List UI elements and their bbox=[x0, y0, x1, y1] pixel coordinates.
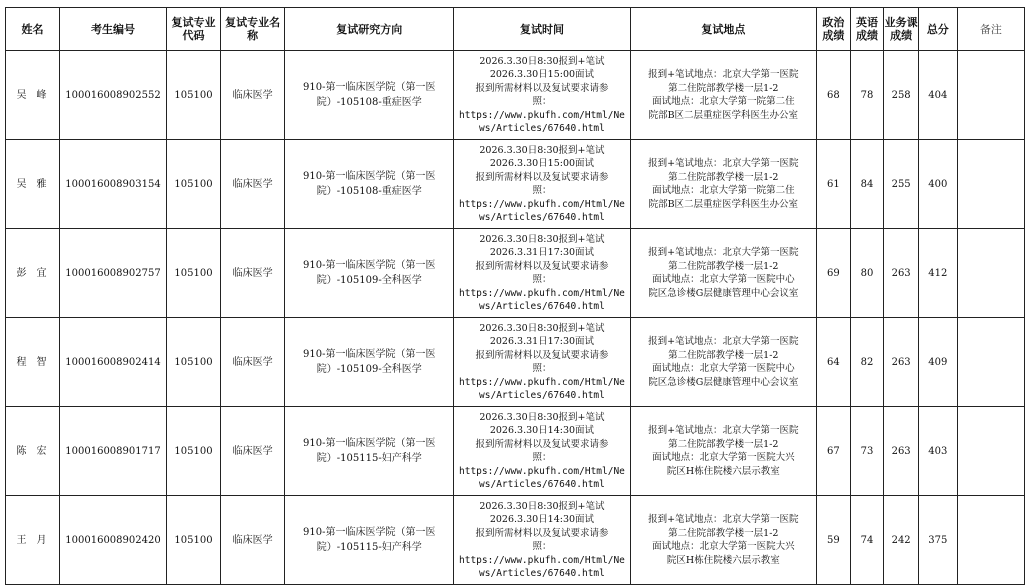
table-row bbox=[6, 229, 1025, 318]
retest-time-line: 2026.3.30日14:30面试 bbox=[489, 425, 595, 436]
course-score: 258 bbox=[884, 51, 919, 140]
retest-time-line: 报到所需材料以及复试要求请参 bbox=[475, 349, 609, 361]
course-score: 263 bbox=[884, 229, 919, 318]
header-major-name: 复试专业名称 bbox=[220, 8, 284, 51]
retest-time bbox=[454, 407, 630, 496]
retest-time-line: https://www.pkufh.com/Html/Ne bbox=[459, 198, 625, 210]
header-candidate-id: 考生编号 bbox=[60, 8, 167, 51]
retest-time bbox=[454, 229, 630, 318]
retest-time-line: ws/Articles/67640.html bbox=[479, 123, 605, 134]
retest-time-line: 2026.3.30日8:30报到+笔试 bbox=[479, 233, 605, 245]
candidate-id: 100016008902757 bbox=[60, 229, 167, 318]
retest-place-line: 院区急诊楼G层健康管理中心会议室 bbox=[648, 287, 799, 299]
english-score: 84 bbox=[850, 140, 884, 229]
table-row bbox=[6, 140, 1025, 229]
candidate-id: 100016008902414 bbox=[60, 318, 167, 407]
course-score: 242 bbox=[884, 496, 919, 585]
total-score: 403 bbox=[918, 407, 957, 496]
retest-time-line: 报到所需材料以及复试要求请参 bbox=[475, 171, 609, 183]
research-direction: 910-第一临床医学院（第一医院）-105108-重症医学 bbox=[285, 140, 454, 229]
research-direction: 910-第一临床医学院（第一医院）-105109-全科医学 bbox=[285, 229, 454, 318]
retest-time-line: 2026.3.31日17:30面试 bbox=[489, 336, 595, 347]
table-row bbox=[6, 51, 1025, 140]
english-score: 82 bbox=[850, 318, 884, 407]
english-score: 80 bbox=[850, 229, 884, 318]
retest-place-line: 报到+笔试地点：北京大学第一医院 bbox=[648, 158, 799, 169]
retest-time-line: https://www.pkufh.com/Html/Ne bbox=[459, 376, 625, 388]
retest-place bbox=[630, 51, 816, 140]
retest-time-line: ws/Articles/67640.html bbox=[479, 479, 605, 490]
politics-score: 61 bbox=[817, 140, 851, 229]
header-row bbox=[6, 8, 1025, 51]
english-score: 73 bbox=[850, 407, 884, 496]
english-score: 78 bbox=[850, 51, 884, 140]
retest-time-line: 2026.3.30日8:30报到+笔试 bbox=[479, 500, 605, 512]
retest-time-line: 照： bbox=[532, 96, 552, 107]
retest-place-line: 院区H栋住院楼六层示教室 bbox=[666, 554, 780, 566]
retest-time bbox=[454, 140, 630, 229]
major-name: 临床医学 bbox=[220, 318, 284, 407]
retest-time bbox=[454, 496, 630, 585]
retest-schedule-table bbox=[5, 7, 1025, 585]
header-note: 备注 bbox=[957, 8, 1024, 51]
politics-score: 67 bbox=[817, 407, 851, 496]
retest-place-line: 面试地点：北京大学第一院第二住 bbox=[652, 96, 795, 107]
header-english-score: 英语成绩 bbox=[850, 8, 884, 51]
retest-place-line: 第二住院部教学楼一层1-2 bbox=[668, 171, 779, 183]
major-code: 105100 bbox=[166, 51, 220, 140]
candidate-id: 100016008902552 bbox=[60, 51, 167, 140]
retest-place-line: 第二住院部教学楼一层1-2 bbox=[668, 349, 779, 361]
header-major-code: 复试专业代码 bbox=[166, 8, 220, 51]
total-score: 375 bbox=[918, 496, 957, 585]
header-research-direction: 复试研究方向 bbox=[285, 8, 454, 51]
retest-place-line: 院区急诊楼G层健康管理中心会议室 bbox=[648, 376, 799, 388]
major-name: 临床医学 bbox=[220, 496, 284, 585]
research-direction: 910-第一临床医学院（第一医院）-105109-全科医学 bbox=[285, 318, 454, 407]
major-name: 临床医学 bbox=[220, 140, 284, 229]
major-name: 临床医学 bbox=[220, 229, 284, 318]
major-code: 105100 bbox=[166, 407, 220, 496]
retest-time-line: https://www.pkufh.com/Html/Ne bbox=[459, 554, 625, 566]
major-name: 临床医学 bbox=[220, 51, 284, 140]
note-cell bbox=[957, 407, 1024, 496]
total-score: 409 bbox=[918, 318, 957, 407]
table-row bbox=[6, 407, 1025, 496]
retest-time-line: ws/Articles/67640.html bbox=[479, 568, 605, 579]
retest-place-line: 报到+笔试地点：北京大学第一医院 bbox=[648, 69, 799, 80]
retest-time bbox=[454, 51, 630, 140]
retest-place-line: 面试地点：北京大学第一医院大兴 bbox=[652, 452, 795, 463]
retest-time-line: 报到所需材料以及复试要求请参 bbox=[475, 527, 609, 539]
politics-score: 64 bbox=[817, 318, 851, 407]
retest-place-line: 报到+笔试地点：北京大学第一医院 bbox=[648, 514, 799, 525]
retest-place bbox=[630, 407, 816, 496]
retest-time-line: 报到所需材料以及复试要求请参 bbox=[475, 260, 609, 272]
retest-place-line: 面试地点：北京大学第一医院中心 bbox=[652, 274, 795, 285]
retest-time-line: 照： bbox=[532, 185, 552, 196]
header-retest-place: 复试地点 bbox=[630, 8, 816, 51]
retest-place-line: 第二住院部教学楼一层1-2 bbox=[668, 82, 779, 94]
candidate-id: 100016008901717 bbox=[60, 407, 167, 496]
retest-place bbox=[630, 140, 816, 229]
course-score: 263 bbox=[884, 407, 919, 496]
major-name: 临床医学 bbox=[220, 407, 284, 496]
candidate-id: 100016008903154 bbox=[60, 140, 167, 229]
course-score: 255 bbox=[884, 140, 919, 229]
retest-place-line: 报到+笔试地点：北京大学第一医院 bbox=[648, 247, 799, 258]
retest-time-line: https://www.pkufh.com/Html/Ne bbox=[459, 465, 625, 477]
retest-place bbox=[630, 496, 816, 585]
header-retest-time: 复试时间 bbox=[454, 8, 630, 51]
retest-time-line: 照： bbox=[532, 363, 552, 374]
retest-place-line: 第二住院部教学楼一层1-2 bbox=[668, 527, 779, 539]
retest-time-line: 2026.3.30日15:00面试 bbox=[489, 158, 595, 169]
table-row bbox=[6, 318, 1025, 407]
retest-time-line: ws/Articles/67640.html bbox=[479, 390, 605, 401]
total-score: 400 bbox=[918, 140, 957, 229]
total-score: 404 bbox=[918, 51, 957, 140]
table-row bbox=[6, 496, 1025, 585]
retest-time-line: ws/Articles/67640.html bbox=[479, 301, 605, 312]
retest-place-line: 面试地点：北京大学第一院第二住 bbox=[652, 185, 795, 196]
candidate-id: 100016008902420 bbox=[60, 496, 167, 585]
note-cell bbox=[957, 229, 1024, 318]
note-cell bbox=[957, 140, 1024, 229]
candidate-name: 王月 bbox=[6, 496, 60, 585]
major-code: 105100 bbox=[166, 496, 220, 585]
retest-time bbox=[454, 318, 630, 407]
retest-time-line: 照： bbox=[532, 452, 552, 463]
retest-place-line: 面试地点：北京大学第一医院大兴 bbox=[652, 541, 795, 552]
candidate-name: 彭宜 bbox=[6, 229, 60, 318]
retest-time-line: https://www.pkufh.com/Html/Ne bbox=[459, 109, 625, 121]
candidate-name: 吴峰 bbox=[6, 51, 60, 140]
retest-time-line: 2026.3.30日8:30报到+笔试 bbox=[479, 411, 605, 423]
candidate-name: 程智 bbox=[6, 318, 60, 407]
table-body bbox=[6, 51, 1025, 585]
note-cell bbox=[957, 51, 1024, 140]
retest-time-line: 2026.3.30日15:00面试 bbox=[489, 69, 595, 80]
candidate-name: 陈宏 bbox=[6, 407, 60, 496]
note-cell bbox=[957, 496, 1024, 585]
research-direction: 910-第一临床医学院（第一医院）-105108-重症医学 bbox=[285, 51, 454, 140]
header-total-score: 总分 bbox=[918, 8, 957, 51]
note-cell bbox=[957, 318, 1024, 407]
research-direction: 910-第一临床医学院（第一医院）-105115-妇产科学 bbox=[285, 496, 454, 585]
header-politics-score: 政治成绩 bbox=[817, 8, 851, 51]
major-code: 105100 bbox=[166, 140, 220, 229]
retest-place bbox=[630, 229, 816, 318]
retest-place bbox=[630, 318, 816, 407]
total-score: 412 bbox=[918, 229, 957, 318]
header-course-score: 业务课成绩 bbox=[884, 8, 919, 51]
retest-place-line: 院部B区二层重症医学科医生办公室 bbox=[648, 109, 799, 121]
retest-time-line: 报到所需材料以及复试要求请参 bbox=[475, 438, 609, 450]
retest-time-line: 照： bbox=[532, 274, 552, 285]
research-direction: 910-第一临床医学院（第一医院）-105115-妇产科学 bbox=[285, 407, 454, 496]
retest-time-line: 2026.3.30日8:30报到+笔试 bbox=[479, 55, 605, 67]
header-name: 姓名 bbox=[6, 8, 60, 51]
retest-time-line: 照： bbox=[532, 541, 552, 552]
retest-time-line: 报到所需材料以及复试要求请参 bbox=[475, 82, 609, 94]
retest-time-line: 2026.3.30日8:30报到+笔试 bbox=[479, 322, 605, 334]
politics-score: 68 bbox=[817, 51, 851, 140]
retest-place-line: 第二住院部教学楼一层1-2 bbox=[668, 438, 779, 450]
major-code: 105100 bbox=[166, 229, 220, 318]
retest-place-line: 面试地点：北京大学第一医院中心 bbox=[652, 363, 795, 374]
retest-place-line: 报到+笔试地点：北京大学第一医院 bbox=[648, 336, 799, 347]
retest-time-line: ws/Articles/67640.html bbox=[479, 212, 605, 223]
retest-place-line: 第二住院部教学楼一层1-2 bbox=[668, 260, 779, 272]
retest-time-line: 2026.3.30日8:30报到+笔试 bbox=[479, 144, 605, 156]
candidate-name: 吴雅 bbox=[6, 140, 60, 229]
retest-time-line: 2026.3.30日14:30面试 bbox=[489, 514, 595, 525]
retest-place-line: 院区H栋住院楼六层示教室 bbox=[666, 465, 780, 477]
course-score: 263 bbox=[884, 318, 919, 407]
retest-place-line: 报到+笔试地点：北京大学第一医院 bbox=[648, 425, 799, 436]
politics-score: 69 bbox=[817, 229, 851, 318]
retest-place-line: 院部B区二层重症医学科医生办公室 bbox=[648, 198, 799, 210]
retest-time-line: https://www.pkufh.com/Html/Ne bbox=[459, 287, 625, 299]
politics-score: 59 bbox=[817, 496, 851, 585]
english-score: 74 bbox=[850, 496, 884, 585]
major-code: 105100 bbox=[166, 318, 220, 407]
retest-time-line: 2026.3.31日17:30面试 bbox=[489, 247, 595, 258]
